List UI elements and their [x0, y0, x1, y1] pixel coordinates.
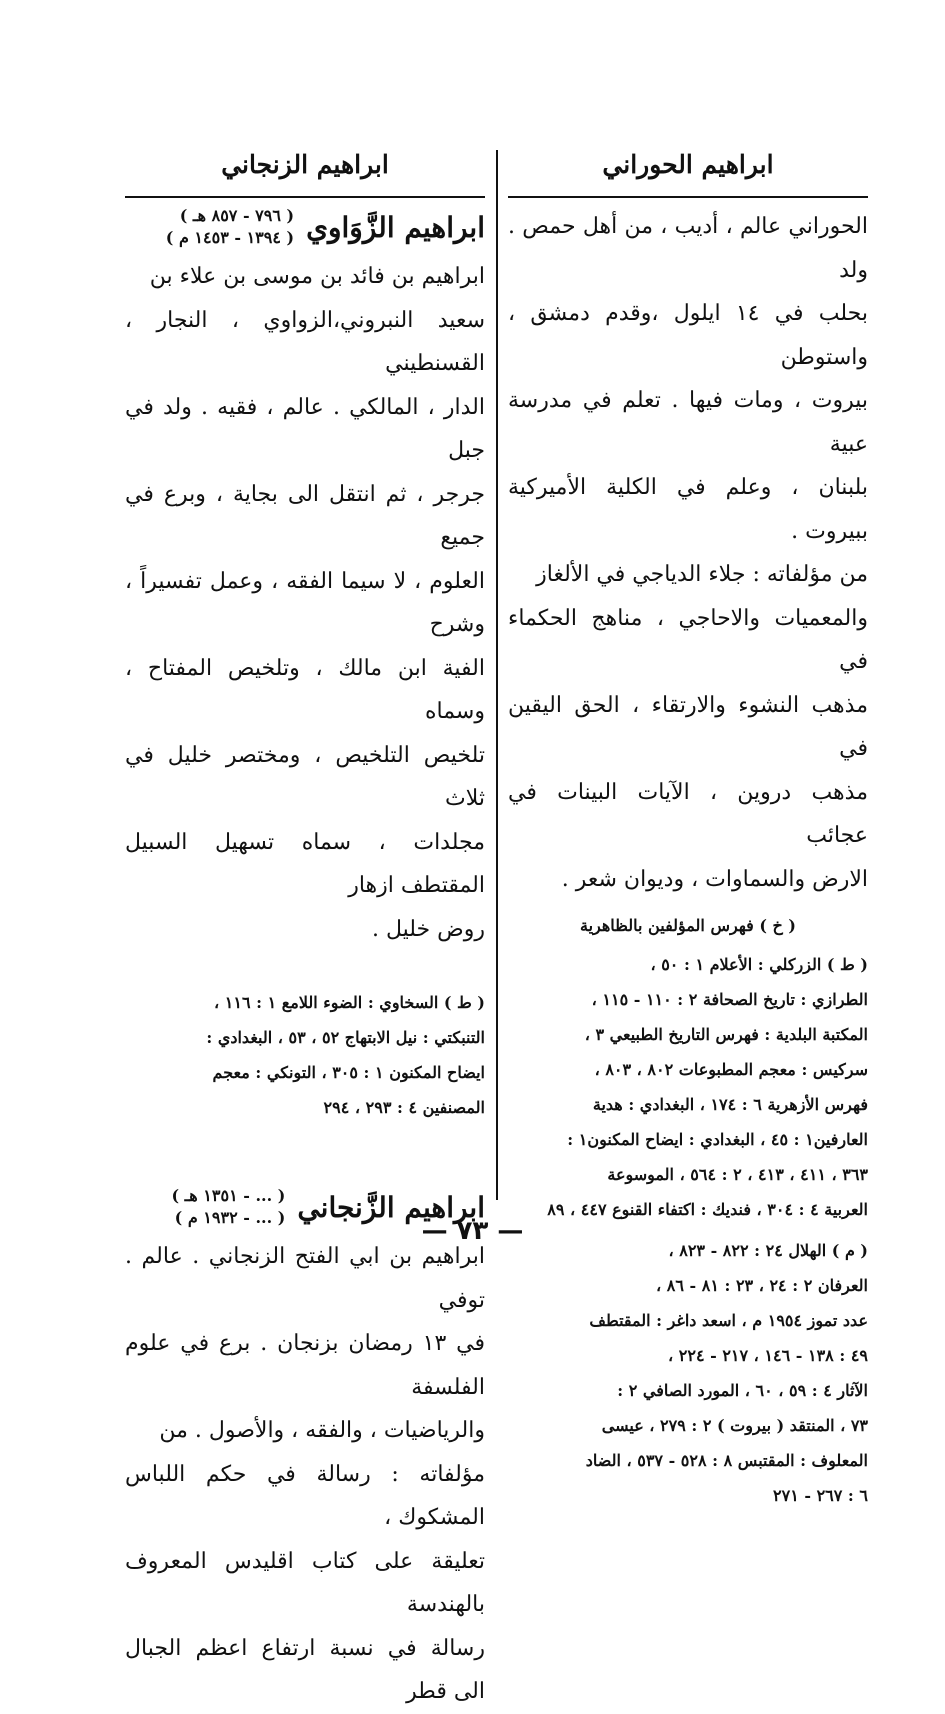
left-column [125, 205, 485, 1714]
ref-line: ٤٩ : ١٣٨ - ١٤٦ ، ٢١٧ - ٢٢٤ ، [668, 1346, 868, 1365]
dates-hijri: ( ٧٩٦ - ٨٥٧ هـ ) [179, 206, 295, 225]
ref-line: ايضاح المكنون ١ : ٣٠٥ ، التونكي : معجم [212, 1063, 485, 1082]
body-line: روض خليل . [371, 916, 485, 942]
hourani-references-printed [508, 947, 868, 1227]
body-line: ابراهيم بن ابي الفتح الزنجاني . عالم . توفي [125, 1244, 485, 1313]
body-line: الدار ، المالكي . عالم ، فقيه . ولد في جبل [125, 394, 485, 463]
spacer [125, 1125, 485, 1185]
ref-line: ( م ) الهلال ٢٤ : ٨٢٢ - ٨٢٣ ، [668, 1241, 868, 1260]
page-number: — ٧٣ — [421, 1216, 524, 1246]
body-line: سعيد النبروني،الزواوي ، النجار ، القسنطيني [125, 307, 485, 376]
column-divider [496, 150, 498, 1200]
ref-line: سركيس : معجم المطبوعات ٨٠٢ ، ٨٠٣ ، [594, 1060, 868, 1079]
right-column [508, 205, 868, 1513]
ref-line: العرفان ٢ : ٢٤ ، ٢٣ : ٨١ - ٨٦ ، [656, 1276, 868, 1295]
body-line: من مؤلفاته : جلاء الدياجي في الألغاز [536, 562, 868, 587]
ref-line: الآثار ٤ : ٥٩ ، ٦٠ ، المورد الصافي ٢ : [617, 1381, 868, 1400]
body-line: جرجر ، ثم انتقل الى بجاية ، وبرع في جميع [125, 481, 485, 550]
ref-line: فهرس الأزهرية ٦ : ١٧٤ ، البغدادي : هدية [592, 1095, 868, 1114]
ref-line: ( ط ) الزركلي : الأعلام ١ : ٥٠ ، [650, 955, 868, 974]
entry-dates [166, 205, 294, 249]
right-column-header: ابراهيم الحوراني [602, 150, 774, 179]
hourani-references-periodicals [508, 1233, 868, 1513]
entry-zawawi [125, 205, 485, 1125]
spacer [125, 951, 485, 985]
body-line: مجلدات ، سماه تسهيل السبيل المقتطف ازهار [125, 829, 485, 898]
ref-line: المعلوف : المقتبس ٨ : ٥٢٨ - ٥٣٧ ، الضاد [585, 1451, 868, 1470]
dates-gregorian: ( ... - ١٩٣٢ م ) [174, 1208, 286, 1227]
body-line: الفية ابن مالك ، وتلخيص المفتاح ، وسماه [125, 655, 485, 724]
body-line: تلخيص التلخيص ، ومختصر خليل في ثلاث [125, 742, 485, 811]
ref-line: ٧٣ ، المنتقد ( بيروت ) ٢ : ٢٧٩ ، عيسى [601, 1416, 868, 1435]
entry-heading [125, 205, 485, 249]
ref-line: المصنفين ٤ : ٢٩٣ ، ٢٩٤ [323, 1098, 485, 1117]
ref-line: عدد تموز ١٩٥٤ م ، اسعد داغر : المقتطف [589, 1311, 868, 1330]
ref-line: العربية ٤ : ٣٠٤ ، فنديك : اكتفاء القنوع ٤٤٧ ، ٨٩ [547, 1200, 868, 1219]
ref-line: التنبكتي : نيل الابتهاج ٥٢ ، ٥٣ ، البغدادي : [206, 1028, 485, 1047]
body-line: الحوراني عالم ، أديب ، من أهل حمص . ولد [508, 214, 868, 283]
dates-gregorian: ( ١٣٩٤ - ١٤٥٣ م ) [165, 228, 295, 247]
body-line: والرياضيات ، والفقه ، والأصول . من [159, 1418, 485, 1443]
entry-zanjani [125, 1185, 485, 1714]
body-line: بيروت ، ومات فيها . تعلم في مدرسة عبية [508, 388, 868, 457]
hourani-biography [508, 205, 868, 901]
body-line: تعليقة على كتاب اقليدس المعروف بالهندسة [125, 1548, 485, 1617]
entry-name: ابراهيم الزَّوَاوي [306, 210, 485, 244]
ref-line: ٦ : ٢٦٧ - ٢٧١ [773, 1486, 868, 1505]
ref-line: المكتبة البلدية : فهرس التاريخ الطبيعي ٣ ، [584, 1025, 868, 1044]
entry-name: ابراهيم الزَّنجاني [297, 1190, 485, 1224]
body-line: بلبنان ، وعلم في الكلية الأميركية ببيروت . [508, 475, 868, 544]
body-line: بحلب في ١٤ ايلول ،وقدم دمشق ، واستوطن [508, 301, 868, 370]
ref-line: ( ط ) السخاوي : الضوء اللامع ١ : ١١٦ ، [214, 993, 485, 1012]
dates-hijri: ( ... - ١٣٥١ هـ ) [171, 1186, 286, 1205]
body-line: الارض والسماوات ، وديوان شعر . [561, 866, 868, 892]
ref-line: العارفين١ : ٤٥ ، البغدادي : ايضاح المكنون١ : [567, 1130, 868, 1149]
refs-heading: ( خ ) فهرس المؤلفين بالظاهرية [579, 916, 796, 935]
ref-line: ٣٦٣ ، ٤١١ ، ٤١٣ ، ٢ : ٥٦٤ ، الموسوعة [607, 1165, 868, 1184]
ref-line: الطرازي : تاريخ الصحافة ٢ : ١١٠ - ١١٥ ، [591, 990, 868, 1009]
body-line: ابراهيم بن فائد بن موسى بن علاء بن [149, 264, 485, 289]
body-line: رسالة في نسبة ارتفاع اعظم الجبال الى قطر [125, 1635, 485, 1704]
left-column-header: ابراهيم الزنجاني [221, 150, 389, 179]
left-header-rule [125, 196, 485, 198]
right-header-rule [508, 196, 868, 198]
body-line: العلوم ، لا سيما الفقه ، وعمل تفسيراً ، وشرح [125, 568, 485, 637]
body-line: مذهب النشوء والارتقاء ، الحق اليقين في [508, 692, 868, 761]
body-line: والمعميات والاحاجي ، مناهج الحكماء في [508, 605, 868, 674]
body-line: مؤلفاته : رسالة في حكم اللباس المشكوك ، [125, 1461, 485, 1530]
body-line: في ١٣ رمضان بزنجان . برع في علوم الفلسفة [125, 1331, 485, 1400]
body-line: مذهب دروين ، الآيات البينات في عجائب [508, 779, 868, 848]
